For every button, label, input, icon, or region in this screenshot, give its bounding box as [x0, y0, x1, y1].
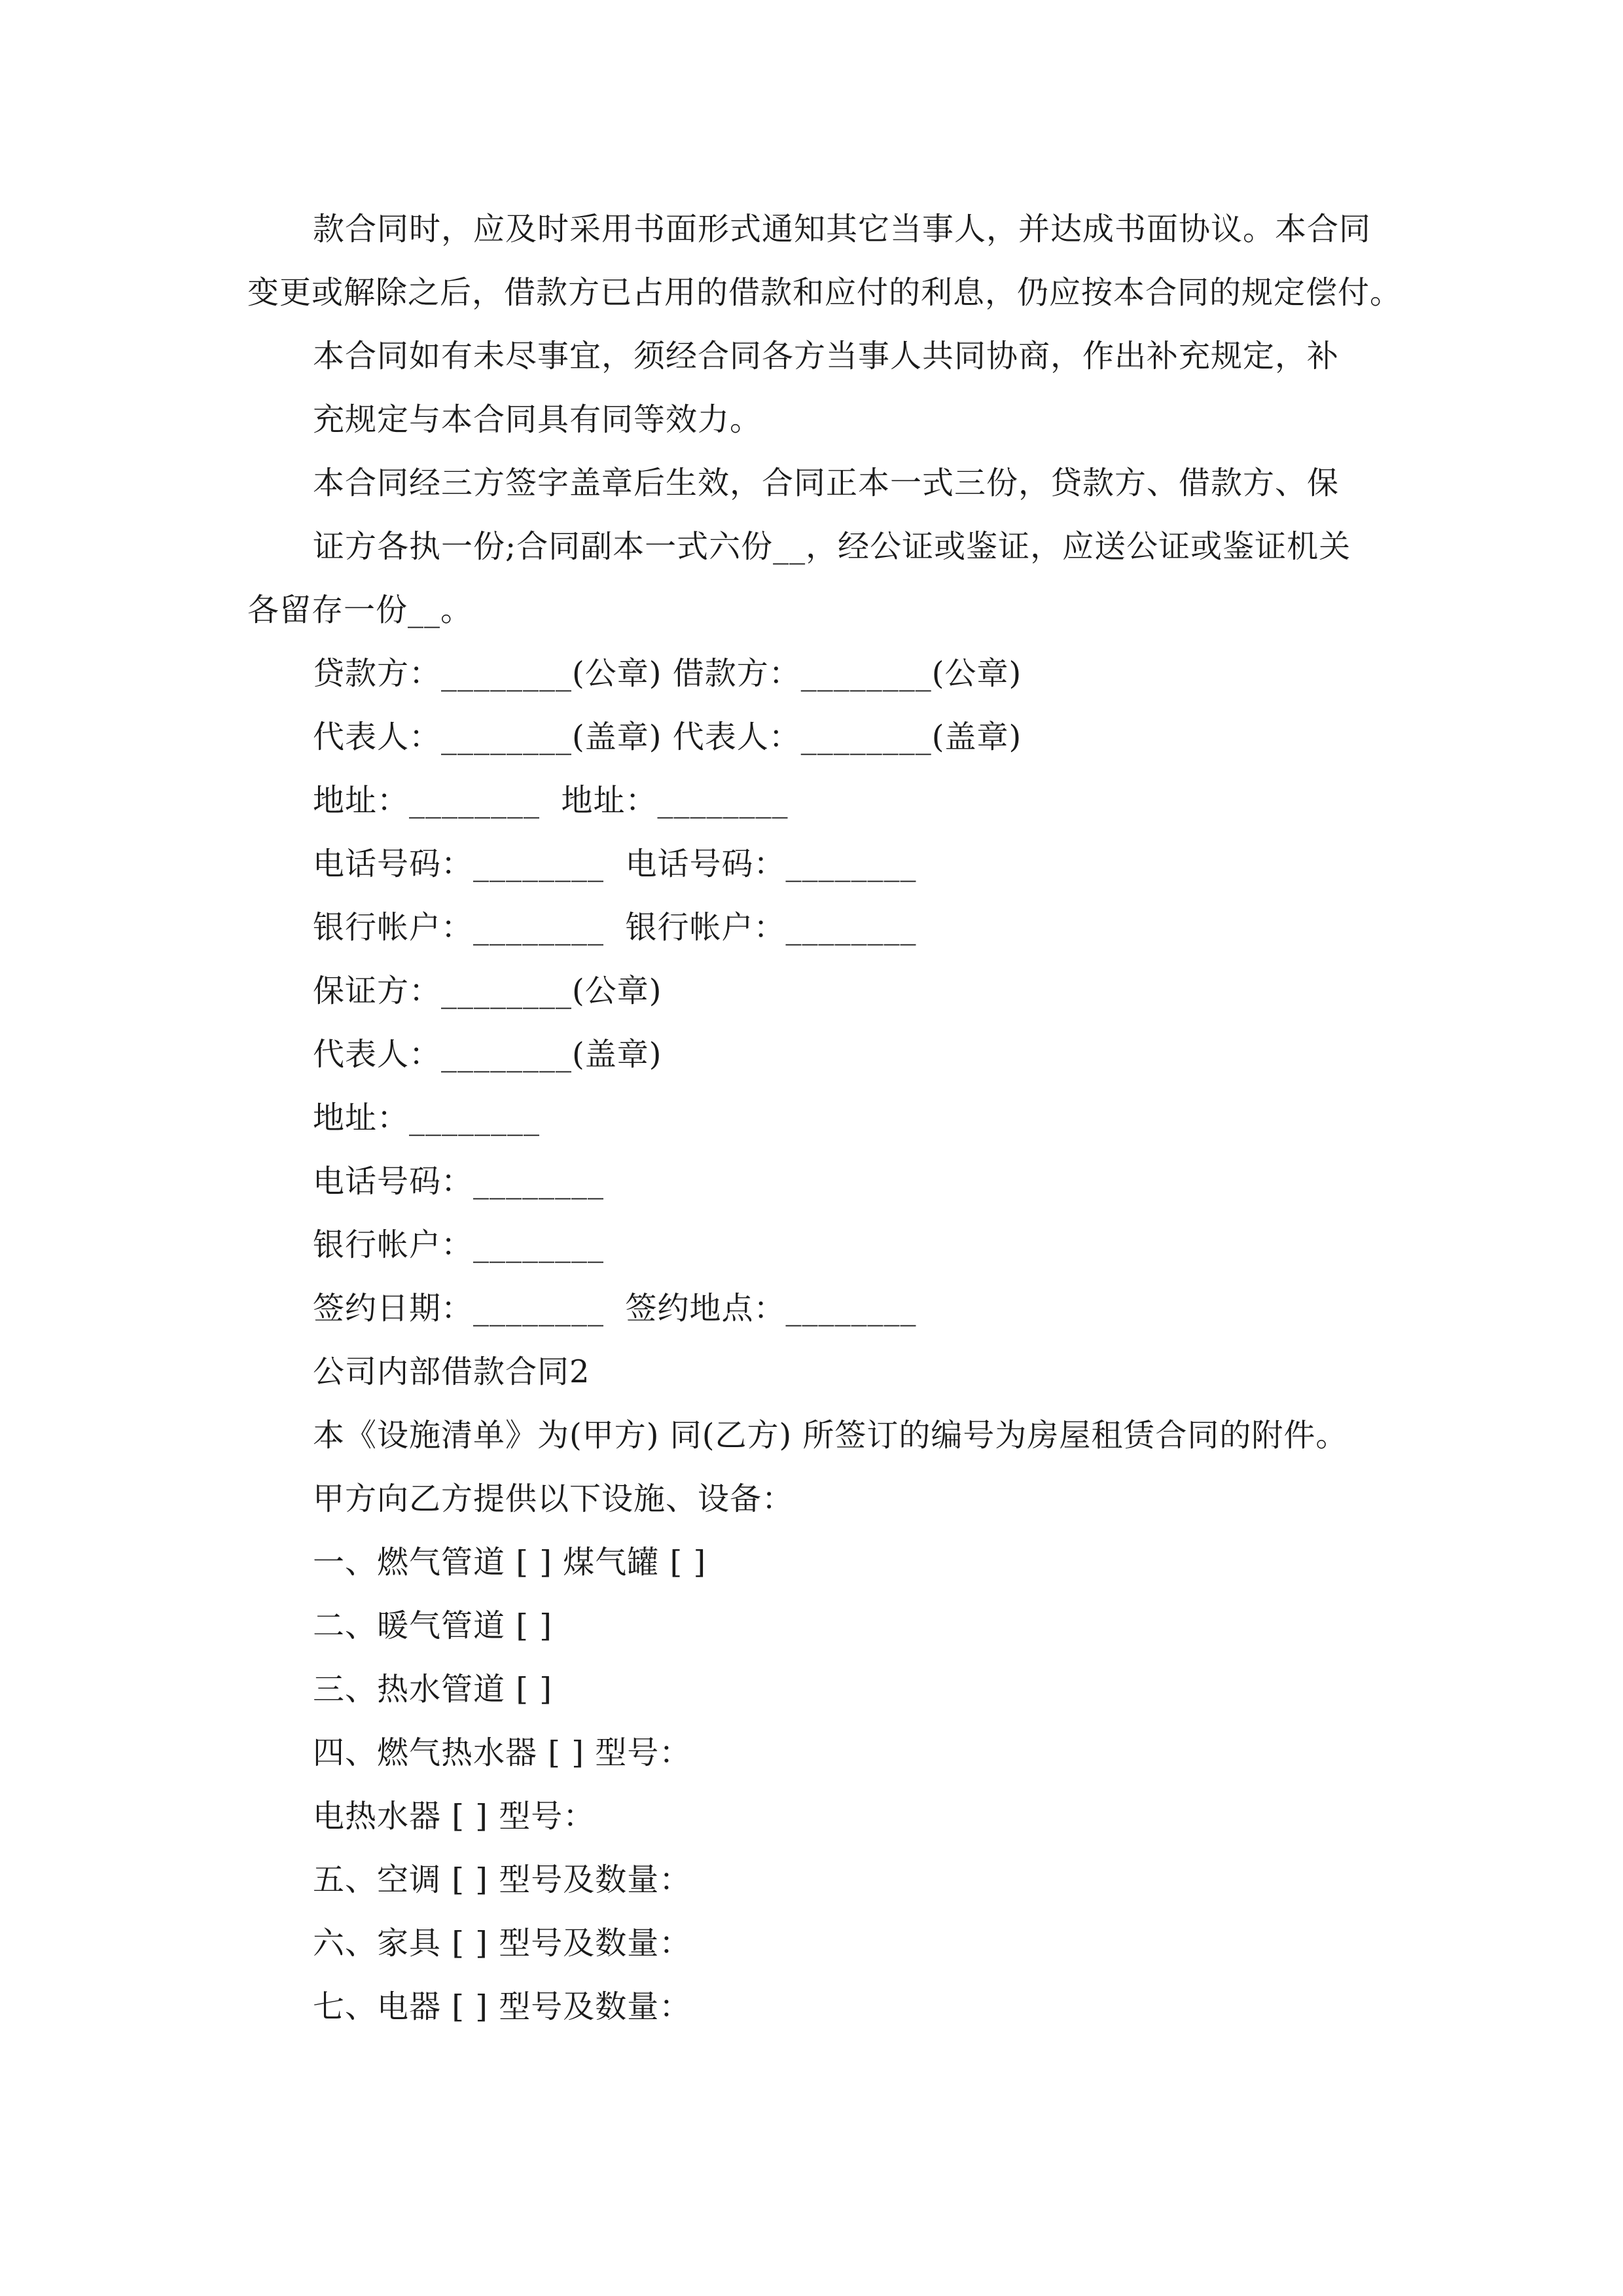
facility-item: 六、家具 [ ] 型号及数量：	[313, 1925, 692, 1962]
facility-item: 四、燃气热水器 [ ] 型号：	[313, 1734, 692, 1771]
guarantor-address-line: 地址：________	[313, 1100, 541, 1136]
facility-item: 五、空调 [ ] 型号及数量：	[313, 1861, 692, 1898]
facility-item: 二、暖气管道 [ ]	[313, 1607, 552, 1644]
facility-item: 三、热水管道 [ ]	[313, 1671, 552, 1708]
sign-date-place-line: 签约日期：________ 签约地点：________	[313, 1290, 917, 1327]
guarantor-representative-line: 代表人：________(盖章)	[313, 1036, 662, 1073]
paragraph-3-line-2: 证方各执一份;合同副本一式六份__，经公证或鉴证，应送公证或鉴证机关	[313, 528, 1351, 565]
guarantor-line: 保证方：________(公章)	[313, 973, 662, 1009]
section-2-intro: 本《设施清单》为(甲方) 同(乙方) 所签订的编号为房屋租赁合同的附件。	[313, 1417, 1348, 1454]
facility-item: 电热水器 [ ] 型号：	[313, 1798, 596, 1835]
paragraph-2-line-1: 本合同如有未尽事宜，须经合同各方当事人共同协商，作出补充规定，补	[313, 338, 1340, 374]
section-2-heading: 公司内部借款合同2	[313, 1354, 590, 1390]
paragraph-2-line-2: 充规定与本合同具有同等效力。	[313, 401, 762, 438]
paragraph-3-line-3: 各留存一份__。	[247, 592, 473, 628]
facility-item: 一、燃气管道 [ ] 煤气罐 [ ]	[313, 1544, 707, 1581]
guarantor-bank-account-line: 银行帐户：________	[313, 1227, 605, 1263]
paragraph-1-line-1: 款合同时，应及时采用书面形式通知其它当事人，并达成书面协议。本合同	[313, 211, 1372, 247]
bank-accounts-line: 银行帐户：________ 银行帐户：________	[313, 909, 917, 946]
phones-line: 电话号码：________ 电话号码：________	[313, 846, 917, 882]
lender-borrower-line: 贷款方：________(公章) 借款方：________(公章)	[313, 655, 1022, 692]
paragraph-1-line-2: 变更或解除之后，借款方已占用的借款和应付的利息，仍应按本合同的规定偿付。	[247, 274, 1402, 311]
addresses-line: 地址：________ 地址：________	[313, 782, 789, 819]
paragraph-3-line-1: 本合同经三方签字盖章后生效，合同正本一式三份，贷款方、借款方、保	[313, 465, 1340, 501]
facility-item: 七、电器 [ ] 型号及数量：	[313, 1988, 692, 2025]
representatives-line: 代表人：________(盖章) 代表人：________(盖章)	[313, 719, 1022, 755]
section-2-provides: 甲方向乙方提供以下设施、设备：	[313, 1480, 794, 1517]
guarantor-phone-line: 电话号码：________	[313, 1163, 605, 1200]
